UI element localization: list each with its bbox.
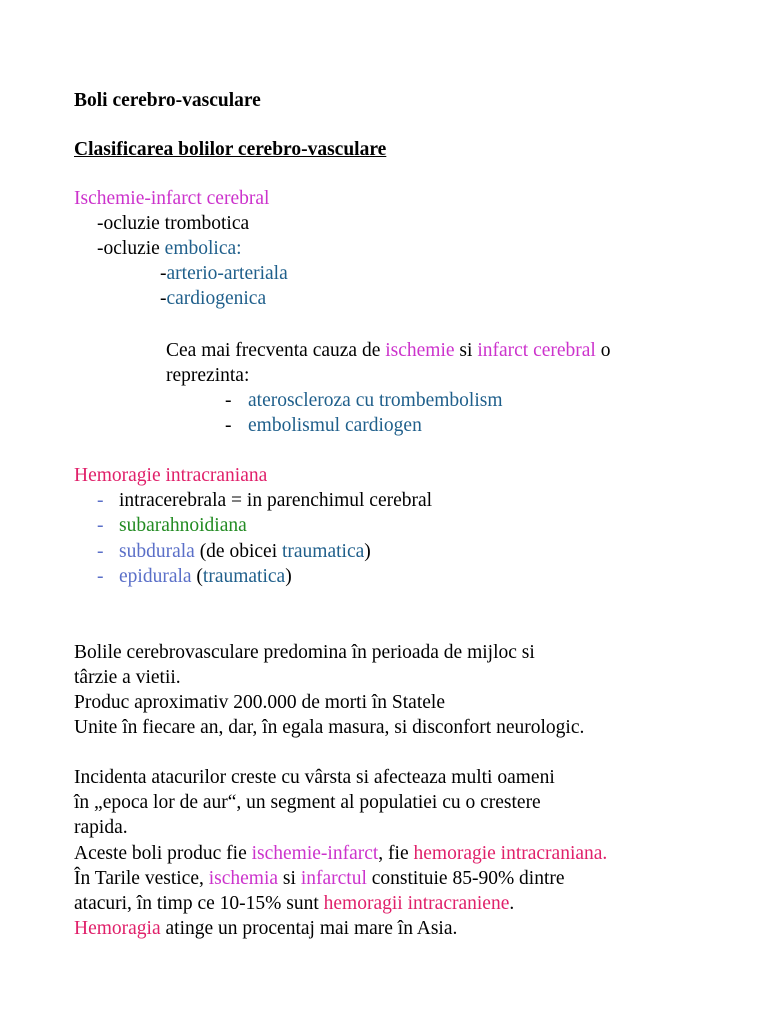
paragraph-1-line-4: Unite în fiecare an, dar, în egala masura, si disconfort neurologic.	[74, 717, 585, 738]
text-run: , fie	[378, 843, 414, 864]
text-run: .	[509, 893, 515, 914]
hemoragie-item-subdurala	[119, 540, 371, 564]
hemoragie-item-epidurala	[119, 565, 292, 589]
hemoragie-heading: Hemoragie intracraniana	[74, 465, 268, 486]
cauza-bullet-2: -	[225, 415, 232, 436]
paragraph-2-line-6	[74, 892, 514, 916]
text-run: Cea mai frecventa cauza de	[166, 340, 386, 361]
ischemie-heading: Ischemie-infarct cerebral	[74, 188, 270, 209]
text-run: si	[454, 340, 478, 361]
section-subtitle: Clasificarea bolilor cerebro-vasculare	[74, 139, 387, 160]
hemoragie-item-subarahnoidiana: subarahnoidiana	[119, 515, 247, 536]
text-run: si	[278, 868, 301, 889]
paragraph-2-line-7	[74, 917, 457, 941]
embolica-sub-arterio	[160, 262, 288, 286]
embolica-sub-cardio	[160, 287, 266, 311]
text-run: (	[191, 566, 203, 587]
text-run: În Tarile vestice,	[74, 868, 209, 889]
sub-term: arterio-arteriala	[166, 263, 288, 284]
traumatica-term: traumatica	[281, 541, 365, 562]
sub-dash: -	[160, 288, 167, 309]
cauza-line-1	[166, 339, 610, 363]
text-run: )	[364, 541, 371, 562]
cauza-line-2: reprezinta:	[166, 365, 250, 386]
infarct-term: infarct cerebral	[477, 340, 596, 361]
hemoragie-item-intracerebrala: intracerebrala = in parenchimul cerebral	[119, 490, 433, 511]
paragraph-2-line-1: Incidenta atacurilor creste cu vârsta si afecteaza multi oameni	[74, 767, 555, 788]
hemoragie-bullet: -	[97, 515, 104, 536]
ischemie-item-embolica	[97, 237, 242, 261]
text-run: o	[595, 340, 611, 361]
hemoragie-bullet: -	[97, 541, 104, 562]
subdurala-term: subdurala	[119, 541, 195, 562]
sub-term: cardiogenica	[166, 288, 267, 309]
text-run: atacuri, în timp ce 10-15% sunt	[74, 893, 324, 914]
infarctul-term: infarctul	[300, 868, 367, 889]
ischemia-term: ischemia	[208, 868, 279, 889]
text-run: constituie 85-90% dintre	[366, 868, 565, 889]
text-run: )	[285, 566, 292, 587]
paragraph-2-line-4	[74, 842, 607, 866]
text-run: (de obicei	[194, 541, 282, 562]
ischemie-item-trombotica: -ocluzie trombotica	[97, 213, 250, 234]
paragraph-2-line-2: în „epoca lor de aur“, un segment al populatiei cu o crestere	[74, 792, 541, 813]
traumatica-term: traumatica	[202, 566, 286, 587]
paragraph-1-line-3: Produc aproximativ 200.000 de morti în Statele	[74, 692, 445, 713]
hemoragie-bullet: -	[97, 490, 104, 511]
hemoragii-term: hemoragii intracraniene	[323, 893, 510, 914]
paragraph-1-line-1: Bolile cerebrovasculare predomina în perioada de mijloc si	[74, 642, 535, 663]
embolica-term: embolica:	[164, 238, 242, 259]
cauza-item-embolism: embolismul cardiogen	[248, 415, 422, 436]
paragraph-1-line-2: târzie a vietii.	[74, 667, 181, 688]
ischemie-infarct-term: ischemie-infarct	[251, 843, 379, 864]
hemoragia-term: Hemoragia	[74, 918, 161, 939]
item-prefix: -ocluzie	[97, 238, 165, 259]
text-run: Aceste boli produc fie	[74, 843, 252, 864]
cauza-bullet-1: -	[225, 390, 232, 411]
sub-dash: -	[160, 263, 167, 284]
cauza-item-ateroscleroza: ateroscleroza cu trombembolism	[248, 390, 503, 411]
text-run: atinge un procentaj mai mare în Asia.	[160, 918, 458, 939]
epidurala-term: epidurala	[119, 566, 192, 587]
hemoragie-bullet: -	[97, 566, 104, 587]
paragraph-2-line-3: rapida.	[74, 817, 128, 838]
ischemie-term: ischemie	[385, 340, 455, 361]
paragraph-2-line-5	[74, 867, 565, 891]
hemoragie-term: hemoragie intracraniana.	[413, 843, 608, 864]
document-title: Boli cerebro-vasculare	[74, 90, 261, 111]
